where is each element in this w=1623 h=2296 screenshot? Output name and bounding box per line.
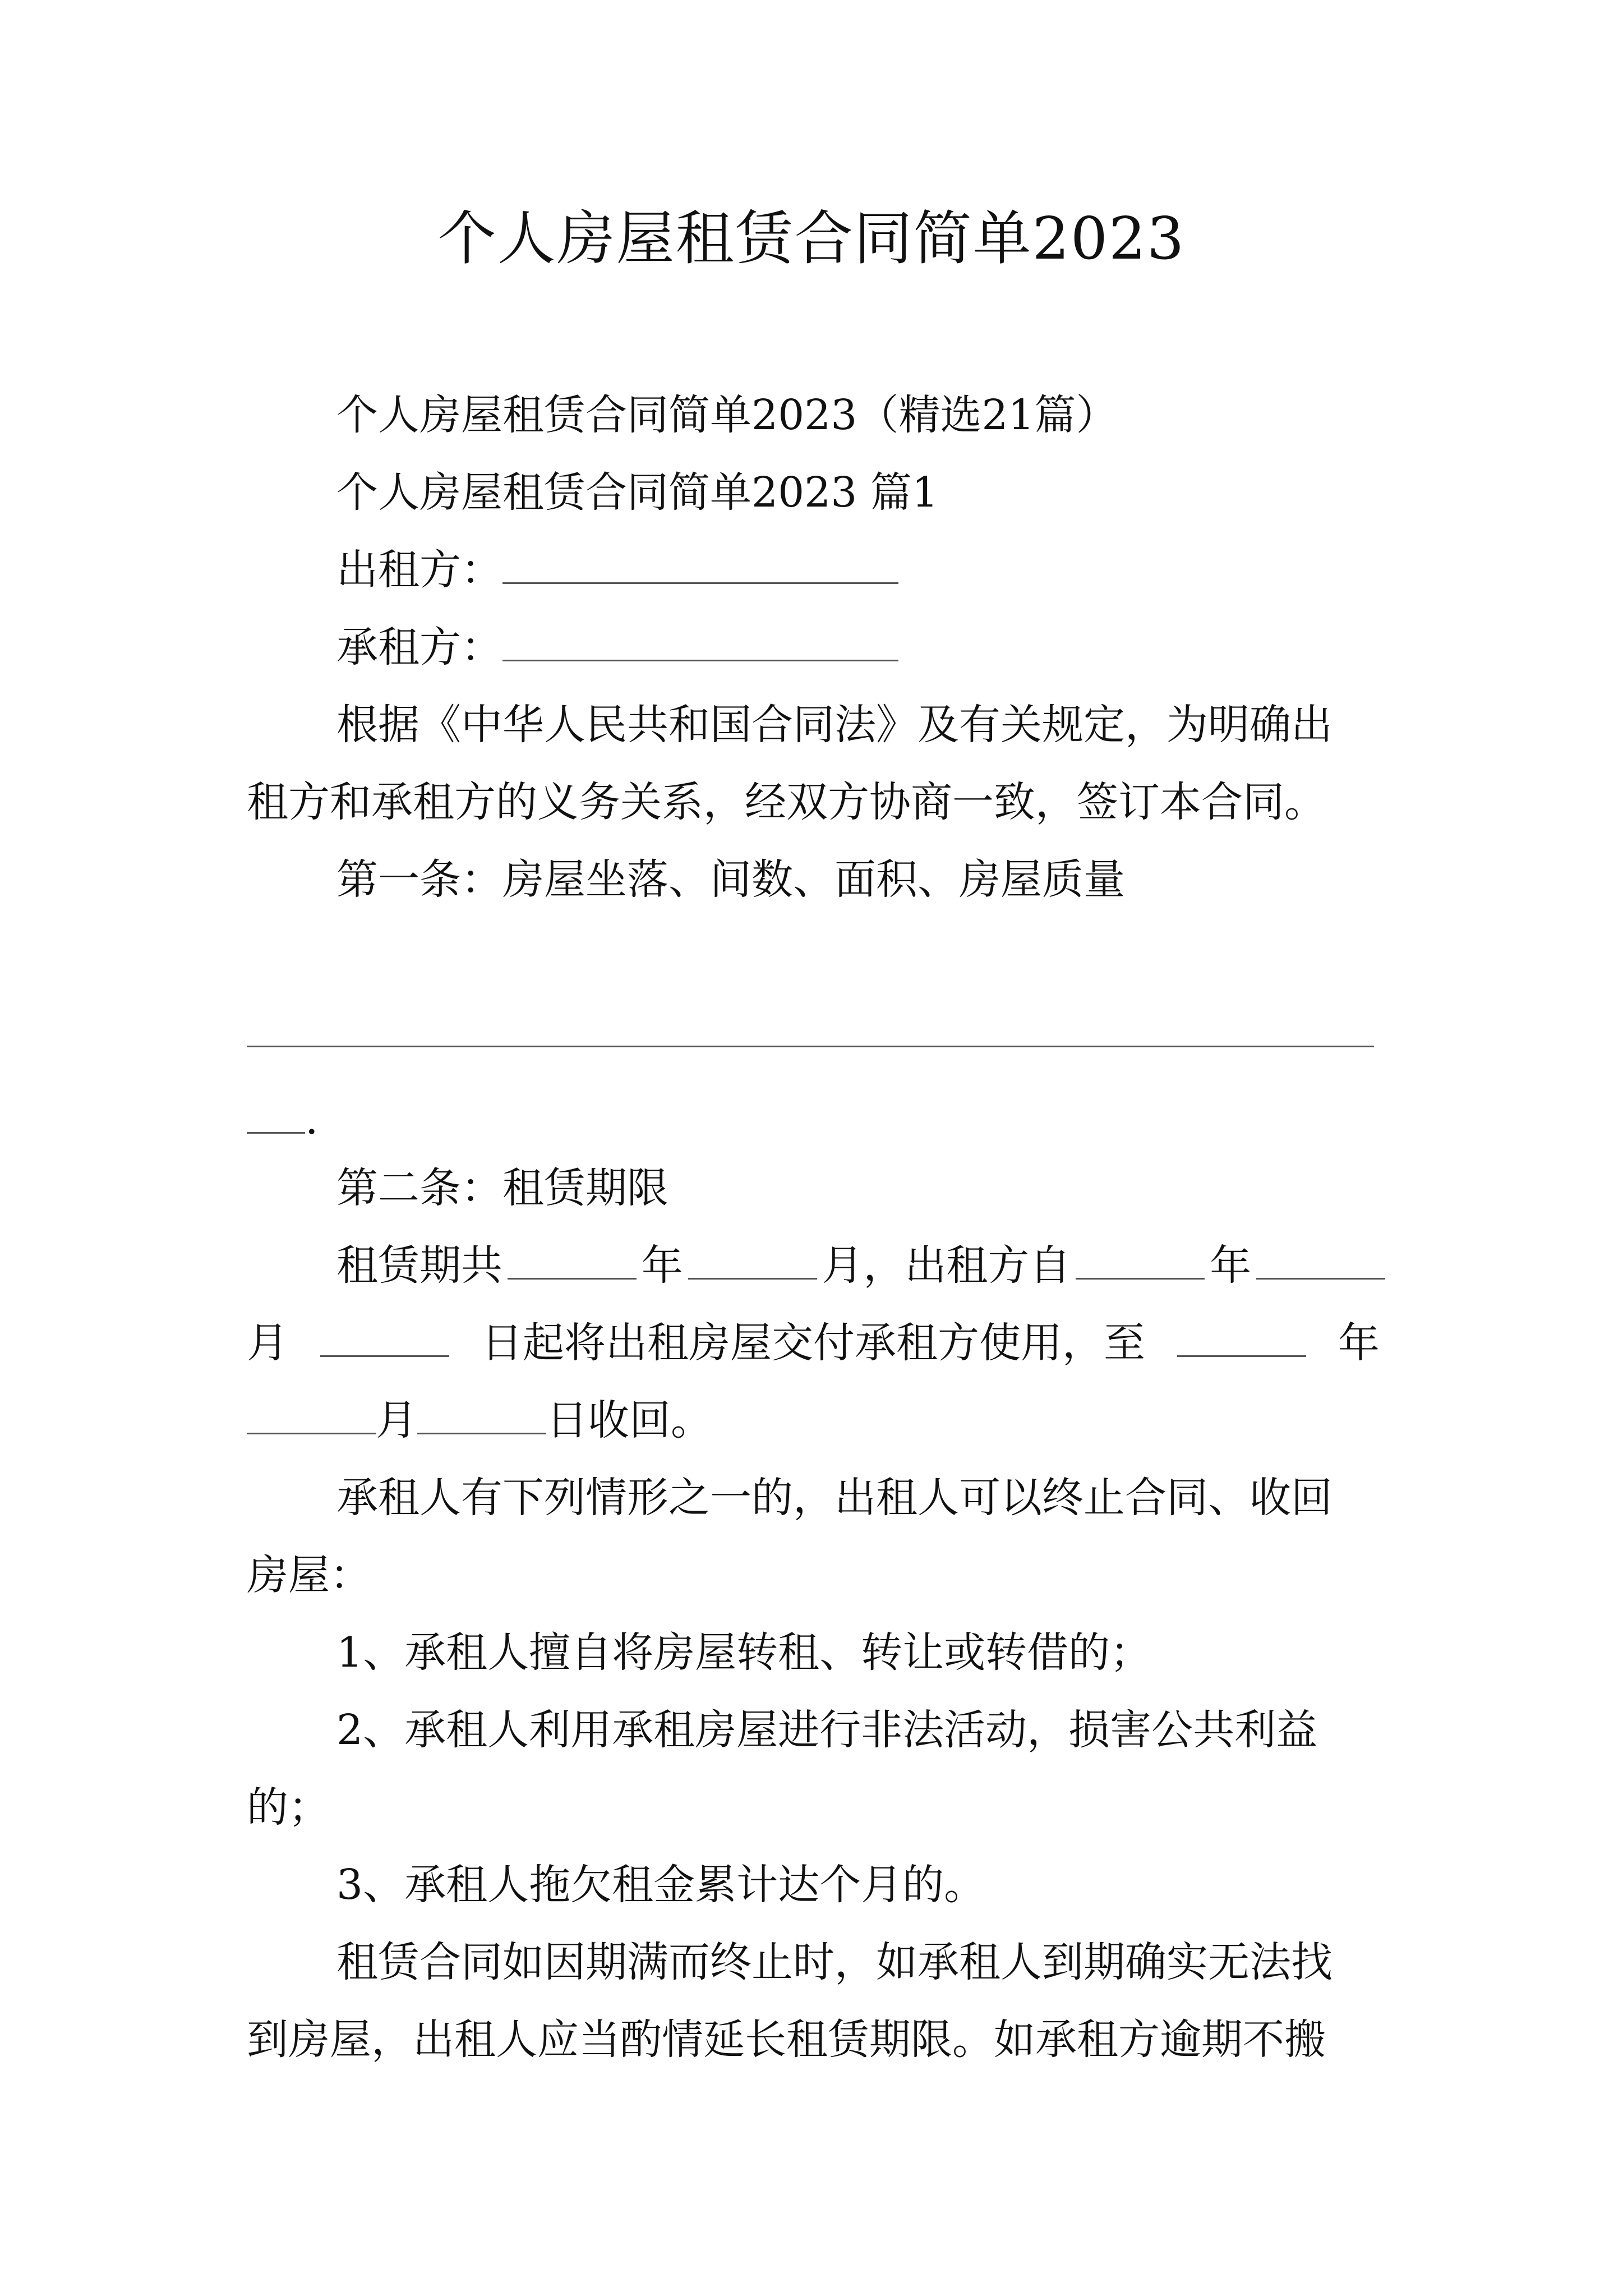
- start-blank-year: [1076, 1237, 1205, 1280]
- article-1-fill-line: [247, 1046, 1374, 1047]
- section-heading: 个人房屋租赁合同简单2023 篇1: [336, 468, 938, 517]
- term-blank-years: [508, 1237, 637, 1280]
- renewal-line-1: 租赁合同如因期满而终止时，如承租人到期确实无法找: [336, 1938, 1332, 1986]
- start-blank-month: [1256, 1237, 1385, 1280]
- lessor-row: [336, 542, 898, 598]
- lessee-row: [336, 619, 898, 675]
- start-blank-day: [320, 1315, 449, 1357]
- term-text-9: 日收回。: [546, 1396, 712, 1444]
- list-item-2-line-1: 2、承租人利用承租房屋进行非法活动，损害公共利益: [336, 1706, 1318, 1754]
- term-line-3: [247, 1392, 712, 1448]
- end-blank-day: [417, 1392, 546, 1434]
- end-blank-month: [247, 1392, 376, 1434]
- lessor-blank: [502, 542, 898, 584]
- termination-line-2: 房屋：: [247, 1551, 371, 1599]
- term-text-6: 日起将出租房屋交付承租方使用，至: [481, 1319, 1145, 1367]
- term-line-2: [247, 1315, 1380, 1371]
- term-blank-months: [688, 1237, 817, 1280]
- termination-line-1: 承租人有下列情形之一的，出租人可以终止合同、收回: [336, 1474, 1332, 1522]
- lessor-label: 出租方：: [336, 546, 502, 594]
- article-1-fill-end: [247, 1092, 305, 1134]
- term-text-7: 年: [1338, 1319, 1380, 1367]
- renewal-line-2: 到房屋，出租人应当酌情延长租赁期限。如承租方逾期不搬: [247, 2016, 1326, 2064]
- term-text-3: 月，出租方自: [822, 1241, 1071, 1290]
- term-text-4: 年: [1210, 1241, 1252, 1290]
- article-2-heading: 第二条：租赁期限: [336, 1164, 668, 1212]
- list-item-3: 3、承租人拖欠租金累计达个月的。: [336, 1861, 986, 1909]
- term-text-8: 月: [376, 1396, 417, 1444]
- term-text-1: 租赁期共: [336, 1241, 502, 1290]
- lessee-label: 承租方：: [336, 623, 502, 671]
- list-item-1: 1、承租人擅自将房屋转租、转让或转借的；: [336, 1628, 1152, 1677]
- article-1-end-row: [247, 1092, 319, 1148]
- list-item-2-line-2: 的；: [247, 1783, 330, 1832]
- term-text-5: 月: [247, 1319, 288, 1367]
- document-subtitle: 个人房屋租赁合同简单2023（精选21篇）: [336, 391, 1118, 439]
- term-text-2: 年: [641, 1241, 683, 1290]
- lessee-blank: [502, 619, 898, 661]
- end-blank-year: [1177, 1315, 1306, 1357]
- article-1-end-mark: .: [305, 1096, 319, 1144]
- article-1-heading: 第一条：房屋坐落、间数、面积、房屋质量: [336, 855, 1125, 904]
- document-title: 个人房屋租赁合同简单2023: [437, 204, 1186, 273]
- term-line-1: [247, 1237, 1385, 1294]
- intro-line-2: 租方和承租方的义务关系，经双方协商一致，签订本合同。: [247, 778, 1326, 826]
- intro-line-1: 根据《中华人民共和国合同法》及有关规定，为明确出: [336, 701, 1332, 749]
